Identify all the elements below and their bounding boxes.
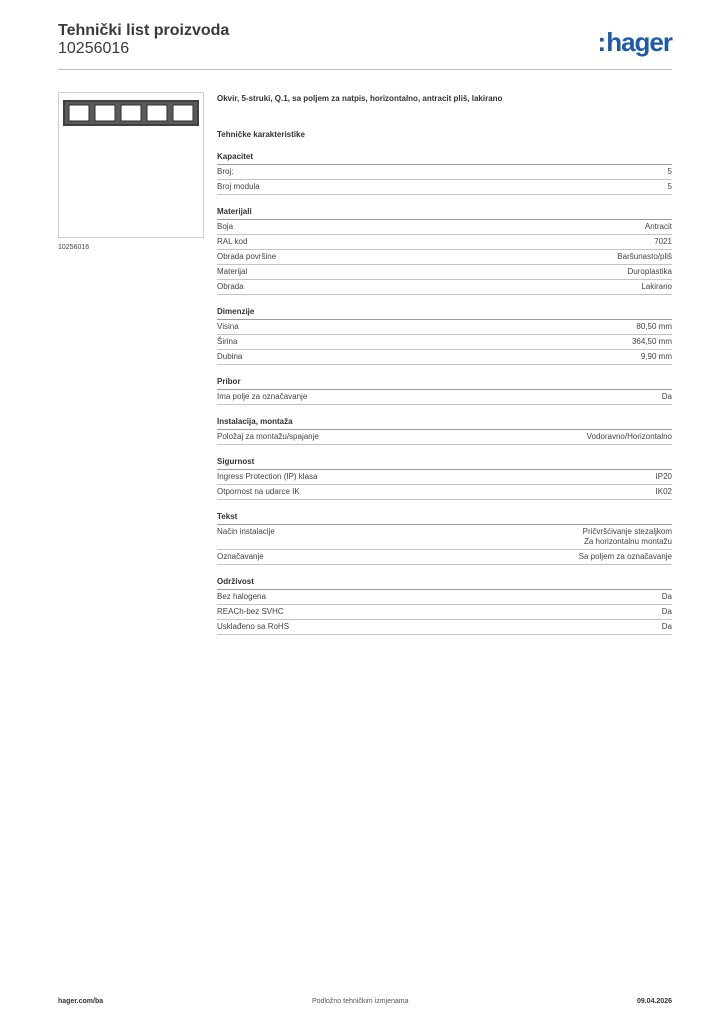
product-code: 10256016 bbox=[58, 40, 130, 57]
section-title: Instalacija, montaža bbox=[217, 417, 672, 430]
frame-opening bbox=[147, 105, 167, 121]
spec-label: Materijal bbox=[217, 267, 248, 276]
spec-label: Položaj za montažu/spajanje bbox=[217, 432, 319, 441]
spec-row bbox=[217, 620, 672, 635]
spec-section bbox=[217, 377, 672, 405]
spec-row bbox=[217, 250, 672, 265]
footer-date: 09.04.2026 bbox=[636, 998, 672, 1005]
spec-value: 7021 bbox=[654, 237, 672, 246]
spec-value: Sa poljem za označavanje bbox=[578, 552, 672, 561]
spec-value: Vodoravno/Horizontalno bbox=[586, 432, 672, 441]
spec-section bbox=[217, 457, 672, 500]
spec-value: Da bbox=[661, 392, 672, 401]
spec-row bbox=[217, 220, 672, 235]
spec-label: Dubina bbox=[217, 352, 243, 361]
spec-value: Da bbox=[661, 622, 672, 631]
spec-label: Broj: bbox=[217, 167, 234, 176]
spec-value: 364,50 mm bbox=[631, 337, 672, 346]
spec-row bbox=[217, 525, 672, 550]
spec-label: Obrada bbox=[217, 282, 244, 291]
section-title: Materijali bbox=[217, 207, 672, 220]
spec-value: Baršunasto/pliš bbox=[617, 252, 672, 261]
spec-value: 80,50 mm bbox=[636, 322, 672, 331]
section-title: Tekst bbox=[217, 512, 672, 525]
spec-value: IP20 bbox=[655, 472, 672, 481]
spec-row bbox=[217, 350, 672, 365]
product-image bbox=[58, 92, 204, 238]
spec-row bbox=[217, 590, 672, 605]
footer-notice: Podložno tehničkim izmjenama bbox=[312, 998, 409, 1005]
frame-opening bbox=[173, 105, 193, 121]
spec-value: Lakirano bbox=[641, 282, 672, 291]
page-header bbox=[58, 22, 672, 70]
spec-label: Širina bbox=[217, 337, 238, 346]
section-title: Pribor bbox=[217, 377, 672, 390]
spec-section bbox=[217, 577, 672, 635]
spec-label: Bez halogena bbox=[217, 592, 266, 601]
spec-value: 9,90 mm bbox=[640, 352, 672, 361]
spec-row bbox=[217, 550, 672, 565]
frame-opening bbox=[69, 105, 89, 121]
spec-row bbox=[217, 165, 672, 180]
section-title: Održivost bbox=[217, 577, 672, 590]
footer-website-link[interactable]: hager.com/ba bbox=[58, 998, 104, 1005]
spec-section bbox=[217, 207, 672, 295]
spec-row bbox=[217, 180, 672, 195]
spec-value: Duroplastika bbox=[627, 267, 672, 276]
spec-row bbox=[217, 265, 672, 280]
product-description: Okvir, 5-struki, Q.1, sa poljem za natpis, horizontalno, antracit pliš, lakirano bbox=[217, 94, 503, 103]
spec-label: Način instalacije bbox=[217, 527, 275, 536]
spec-label: RAL kod bbox=[217, 237, 248, 246]
spec-section bbox=[217, 152, 672, 195]
hager-logo: :hager bbox=[597, 27, 672, 57]
frame-opening bbox=[95, 105, 115, 121]
frame-opening bbox=[121, 105, 141, 121]
spec-label: Otpornost na udarce IK bbox=[217, 487, 300, 496]
spec-value: 5 bbox=[667, 167, 672, 176]
section-title: Sigurnost bbox=[217, 457, 672, 470]
spec-label: Broj modula bbox=[217, 182, 260, 191]
spec-label: Ima polje za označavanje bbox=[217, 392, 308, 401]
spec-label: Boja bbox=[217, 222, 234, 231]
section-title: Kapacitet bbox=[217, 152, 672, 165]
specs-heading: Tehničke karakteristike bbox=[217, 130, 305, 139]
spec-section bbox=[217, 307, 672, 365]
spec-row bbox=[217, 280, 672, 295]
spec-label: REACh-bez SVHC bbox=[217, 607, 284, 616]
spec-row bbox=[217, 390, 672, 405]
spec-row bbox=[217, 605, 672, 620]
spec-label: Usklađeno sa RoHS bbox=[217, 622, 290, 631]
spec-row bbox=[217, 335, 672, 350]
spec-label: Označavanje bbox=[217, 552, 264, 561]
spec-section bbox=[217, 512, 672, 565]
image-caption: 10256016 bbox=[58, 244, 90, 251]
spec-row bbox=[217, 485, 672, 500]
spec-value: Da bbox=[661, 592, 672, 601]
spec-sections bbox=[217, 152, 672, 635]
frame-illustration bbox=[59, 93, 203, 237]
spec-value: IK02 bbox=[655, 487, 672, 496]
logo-text: hager bbox=[606, 27, 672, 57]
spec-label: Ingress Protection (IP) klasa bbox=[217, 472, 318, 481]
document-title: Tehnički list proizvoda bbox=[58, 22, 230, 39]
spec-label: Visina bbox=[217, 322, 239, 331]
spec-section bbox=[217, 417, 672, 445]
spec-value: Antracit bbox=[644, 222, 672, 231]
spec-value: 5 bbox=[667, 182, 672, 191]
spec-row bbox=[217, 320, 672, 335]
spec-row bbox=[217, 235, 672, 250]
spec-value: Da bbox=[661, 607, 672, 616]
spec-label: Obrada površine bbox=[217, 252, 277, 261]
product-details bbox=[217, 93, 672, 635]
spec-row bbox=[217, 430, 672, 445]
spec-row bbox=[217, 470, 672, 485]
section-title: Dimenzije bbox=[217, 307, 672, 320]
spec-value: Pričvršćivanje stezaljkom Za horizontalnu montažu bbox=[582, 527, 672, 546]
